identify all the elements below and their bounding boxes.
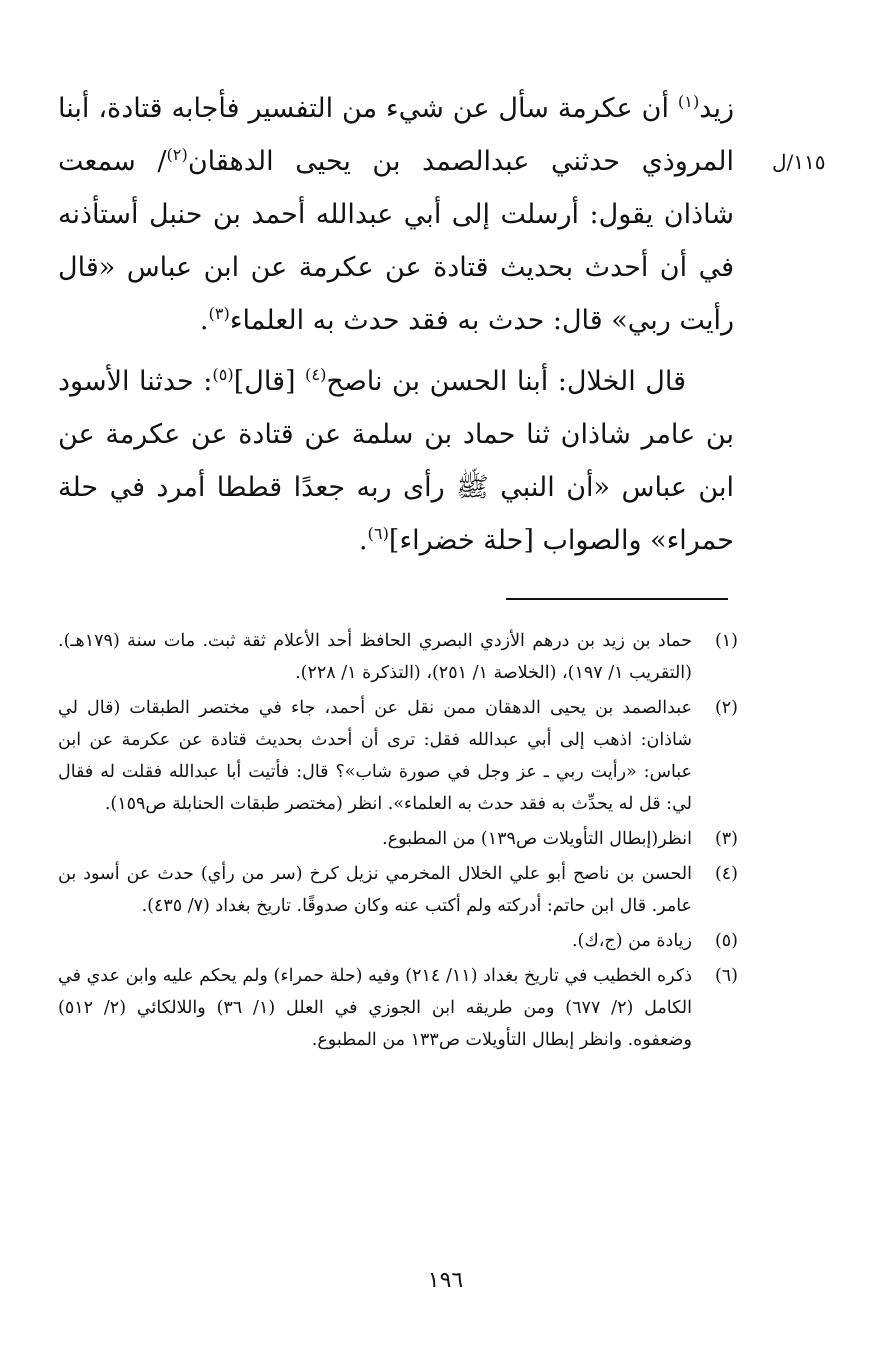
footnote-number: (٦): [714, 966, 738, 986]
footnote-number: (١): [714, 631, 738, 651]
footnote-number: (٥): [714, 931, 738, 951]
page-number: ١٩٦: [427, 1268, 464, 1293]
footnotes-section: [58, 625, 738, 1059]
footnote-text: انظر(إبطال التأويلات ص١٣٩) من المطبوع.: [382, 829, 692, 849]
margin-manuscript-reference: ١١٥/ل: [772, 150, 826, 174]
footnote-item: [58, 858, 738, 922]
footnote-text: عبدالصمد بن يحيى الدهقان ممن نقل عن أحمد، جاء في مختصر الطبقات (قال لي شاذان: اذهب إلى أبي عبدالله فقل: ترى أن أحدث بحديث قتادة عن عكرمة عن ابن عباس: «رأيت ربي ـ عز وجل في صورة شاب»؟ قال: فأتيت أبا عبدالله فقلت له فقال لي: قل له يحدِّث به فقد حدث به العلماء». انظر (مختصر طبقات الحنابلة ص١٥٩).: [58, 698, 692, 814]
footnote-text: حماد بن زيد بن درهم الأزدي البصري الحافظ أحد الأعلام ثقة ثبت. مات سنة (١٧٩هـ). (التقريب ١/ ١٩٧)، (الخلاصة ١/ ٢٥١)، (التذكرة ١/ ٢٢٨).: [58, 631, 692, 683]
footnote-ref-3[interactable]: (٣): [208, 304, 230, 323]
paragraph-2: [58, 355, 734, 567]
footnote-ref-2[interactable]: (٢): [166, 145, 188, 164]
footnote-ref-5[interactable]: (٥): [212, 365, 234, 384]
paragraph-1: [58, 82, 734, 347]
footnote-ref-1[interactable]: (١): [677, 92, 700, 111]
text-segment: أن عكرمة سأل عن شيء من التفسير فأجابه قتادة، أبنا المروذي حدثني عبدالصمد بن يحيى الدهقان: [58, 93, 735, 177]
main-text: [58, 82, 734, 567]
text-segment: .: [199, 305, 209, 336]
text-segment: / سمعت شاذان يقول: أرسلت إلى أبي عبدالله أحمد بن حنبل أستأذنه في أن أحدث بحديث قتادة عن عكرمة عن ابن عباس «قال رأيت ربي» قال: حدث به فقد حدث به العلماء: [58, 146, 734, 336]
footnote-text: زيادة من (ج،ك).: [571, 931, 692, 951]
text-segment: .: [358, 525, 368, 556]
footnote-ref-4[interactable]: (٤): [305, 365, 327, 384]
text-segment: : حدثنا الأسود بن عامر شاذان ثنا حماد بن سلمة عن قتادة عن عكرمة عن ابن عباس «أن النبي ﷺ رأى ربه جعدًا قططا أمرد في حلة حمراء» والصواب [حلة خضراء]: [58, 366, 734, 556]
text-segment: [قال]: [233, 366, 306, 397]
footnote-item: [58, 823, 738, 855]
footnote-ref-6[interactable]: (٦): [367, 524, 389, 543]
text-segment: زيد: [699, 93, 734, 124]
footnote-item: [58, 925, 738, 957]
footnote-number: (٢): [714, 698, 738, 718]
footnote-separator-line: [506, 598, 728, 600]
footnote-text: ذكره الخطيب في تاريخ بغداد (١١/ ٢١٤) وفيه (حلة حمراء) ولم يحكم عليه وابن عدي في الكامل (٢/ ٦٧٧) ومن طريقه ابن الجوزي في العلل (١/ ٣٦) واللالكائي (٢/ ٥١٢) وضعفوه. وانظر إبطال التأويلات ص١٣٣ من المطبوع.: [58, 966, 692, 1050]
text-segment: قال الخلال: أبنا الحسن بن ناصح: [326, 366, 687, 397]
footnote-text: الحسن بن ناصح أبو علي الخلال المخرمي نزيل كرخ (سر من رأي) حدث عن أسود بن عامر. قال ابن حاتم: أدركته ولم أكتب عنه وكان صدوقًا. تاريخ بغداد (٧/ ٤٣٥).: [58, 864, 692, 916]
footnote-number: (٤): [714, 864, 738, 884]
footnote-item: [58, 960, 738, 1056]
footnote-number: (٣): [714, 829, 738, 849]
footnote-item: [58, 625, 738, 689]
footnote-item: [58, 692, 738, 820]
